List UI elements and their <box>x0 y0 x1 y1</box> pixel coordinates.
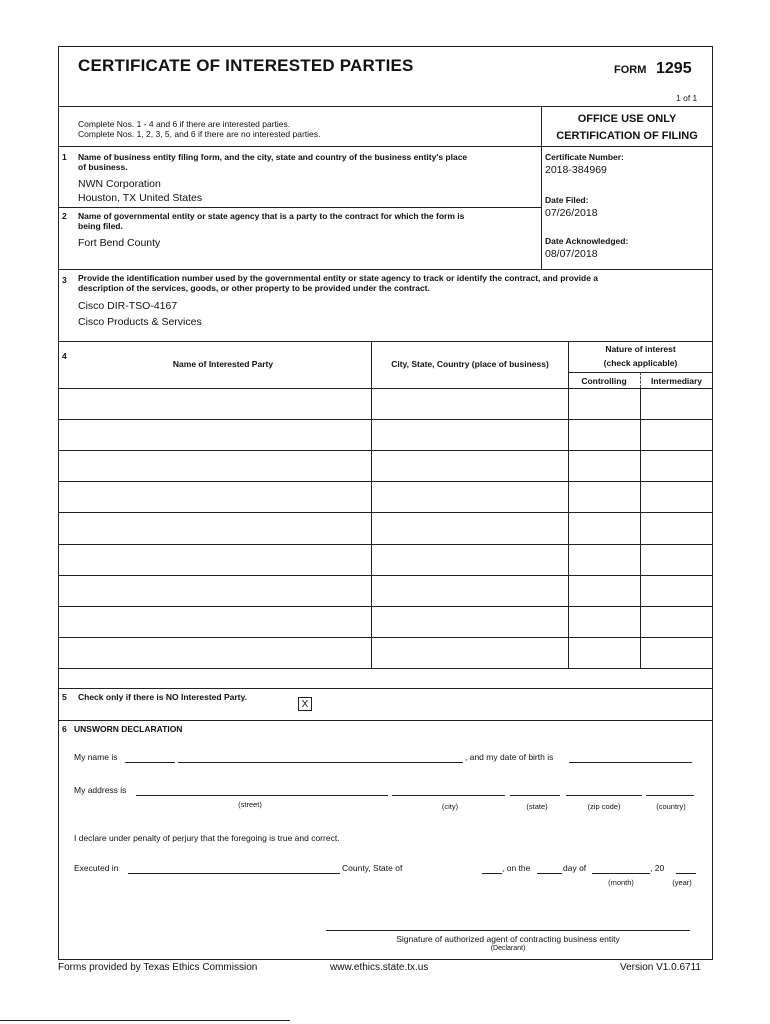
section-5-number: 5 <box>62 692 67 702</box>
street-field[interactable] <box>136 795 388 796</box>
office-use-line <box>541 146 713 147</box>
declarant-caption: (Declarant) <box>490 945 526 952</box>
interested-party-city-cell[interactable] <box>373 608 566 635</box>
signature-line[interactable] <box>326 930 690 931</box>
footer-commission: Forms provided by Texas Ethics Commission <box>58 962 258 973</box>
certification-title: CERTIFICATION OF FILING <box>556 130 698 142</box>
business-entity-location: Houston, TX United States <box>78 192 203 204</box>
intermediary-cell[interactable] <box>642 608 711 635</box>
interested-party-city-cell[interactable] <box>373 483 566 510</box>
controlling-cell[interactable] <box>570 577 638 604</box>
intermediary-cell[interactable] <box>642 390 711 417</box>
section-3-line <box>58 269 713 270</box>
instruction-line-1: Complete Nos. 1 - 4 and 6 if there are interested parties. <box>78 119 291 129</box>
intermediary-cell[interactable] <box>642 577 711 604</box>
col-header-controlling: Controlling <box>581 376 627 386</box>
interested-party-name-cell[interactable] <box>60 514 369 541</box>
table-row-line <box>58 668 713 669</box>
col-header-intermediary: Intermediary <box>650 376 703 386</box>
no-interested-party-checkbox[interactable]: X <box>298 697 312 711</box>
intermediary-cell[interactable] <box>642 421 711 448</box>
day-of-label: day of <box>563 863 587 873</box>
county-state-label: County, State of <box>342 863 403 873</box>
interested-party-name-cell[interactable] <box>60 608 369 635</box>
section-5-label: Check only if there is NO Interested Party. <box>78 692 247 702</box>
date-acknowledged-value: 08/07/2018 <box>545 248 598 260</box>
intermediary-cell[interactable] <box>642 483 711 510</box>
controlling-cell[interactable] <box>570 639 638 666</box>
form-title: CERTIFICATE OF INTERESTED PARTIES <box>78 56 414 75</box>
footer-version: Version V1.0.6711 <box>620 962 701 973</box>
month-caption: (month) <box>608 878 634 887</box>
intermediary-cell[interactable] <box>642 514 711 541</box>
interested-party-name-cell[interactable] <box>60 390 369 417</box>
controlling-cell[interactable] <box>570 390 638 417</box>
instruction-line-2: Complete Nos. 1, 2, 3, 5, and 6 if there are no interested parties. <box>78 129 321 139</box>
table-row-line <box>58 606 713 607</box>
my-name-label: My name is <box>74 752 118 762</box>
governmental-entity-name: Fort Bend County <box>78 237 161 249</box>
section-3-label-1: Provide the identification number used by the governmental entity or state agency to track or identify the contract, and provide a <box>78 273 599 283</box>
interested-party-name-cell[interactable] <box>60 639 369 666</box>
interested-party-city-cell[interactable] <box>373 514 566 541</box>
city-field[interactable] <box>392 795 505 796</box>
contract-description: Cisco Products & Services <box>78 316 202 328</box>
table-row-line <box>58 419 713 420</box>
controlling-cell[interactable] <box>570 514 638 541</box>
footer-website[interactable]: www.ethics.state.tx.us <box>330 962 429 973</box>
zip-field[interactable] <box>566 795 642 796</box>
table-col-line <box>640 388 641 668</box>
col-header-name: Name of Interested Party <box>172 359 274 369</box>
section-1-label-2: of business. <box>78 162 128 172</box>
section-1-label-1: Name of business entity filing form, and the city, state and country of the business entity's place <box>78 152 468 162</box>
intermediary-cell[interactable] <box>642 546 711 573</box>
county-field[interactable] <box>128 873 340 874</box>
state-field[interactable] <box>510 795 560 796</box>
table-row-line <box>58 637 713 638</box>
interested-party-city-cell[interactable] <box>373 452 566 479</box>
intermediary-cell[interactable] <box>642 452 711 479</box>
city-caption: (city) <box>441 802 459 811</box>
section-3-label-2: description of the services, goods, or other property to be provided under the contract. <box>78 283 430 293</box>
interested-party-name-cell[interactable] <box>60 421 369 448</box>
certificate-number-value: 2018-384969 <box>545 164 607 176</box>
country-field[interactable] <box>646 795 694 796</box>
section-2-label-2: being filed. <box>78 221 123 231</box>
intermediary-cell[interactable] <box>642 639 711 666</box>
section-6-number: 6 <box>62 724 67 734</box>
state-of-field[interactable] <box>482 873 502 874</box>
col-header-nature: Nature of interest <box>605 344 676 354</box>
date-acknowledged-label: Date Acknowledged: <box>545 236 629 246</box>
interested-party-city-cell[interactable] <box>373 577 566 604</box>
form-word: FORM <box>614 64 647 76</box>
year-field[interactable] <box>676 873 696 874</box>
form-number: 1295 <box>656 60 692 77</box>
table-row-line <box>58 575 713 576</box>
controlling-cell[interactable] <box>570 483 638 510</box>
country-caption: (country) <box>656 802 686 811</box>
page-number: 1 of 1 <box>676 93 698 103</box>
name-prefix-field[interactable] <box>125 762 175 763</box>
date-filed-value: 07/26/2018 <box>545 207 598 219</box>
date-filed-label: Date Filed: <box>545 195 589 205</box>
signature-caption: Signature of authorized agent of contracting business entity <box>396 934 620 944</box>
interested-party-name-cell[interactable] <box>60 483 369 510</box>
on-the-label: , on the <box>502 863 531 873</box>
dob-field[interactable] <box>569 762 692 763</box>
col-header-check: (check applicable) <box>603 358 678 368</box>
table-col-line <box>371 341 372 668</box>
table-row-line <box>58 512 713 513</box>
contract-id: Cisco DIR-TSO-4167 <box>78 300 178 312</box>
interested-party-name-cell[interactable] <box>60 577 369 604</box>
business-entity-name: NWN Corporation <box>78 178 161 190</box>
twenty-label: , 20 <box>650 863 665 873</box>
interested-party-city-cell[interactable] <box>373 639 566 666</box>
col-header-city: City, State, Country (place of business) <box>391 359 549 369</box>
table-col-line <box>568 341 569 668</box>
controlling-cell[interactable] <box>570 421 638 448</box>
interested-party-name-cell[interactable] <box>60 452 369 479</box>
controlling-cell[interactable] <box>570 452 638 479</box>
name-field[interactable] <box>178 762 463 763</box>
table-row-line <box>58 450 713 451</box>
month-field[interactable] <box>592 873 650 874</box>
interested-party-city-cell[interactable] <box>373 546 566 573</box>
table-header-line <box>58 388 713 389</box>
nature-dash <box>640 372 641 388</box>
section-2-label-1: Name of governmental entity or state agency that is a party to the contract for which the form is <box>78 211 465 221</box>
section-1-number: 1 <box>62 152 67 162</box>
page-edge-line <box>0 1020 290 1021</box>
year-caption: (year) <box>672 878 692 887</box>
my-address-label: My address is <box>74 785 127 795</box>
dob-label: , and my date of birth is <box>465 752 554 762</box>
interested-party-name-cell[interactable] <box>60 546 369 573</box>
section-6-line <box>58 720 713 721</box>
street-caption: (street) <box>238 800 262 809</box>
section-2-line <box>58 207 541 208</box>
controlling-cell[interactable] <box>570 608 638 635</box>
interested-party-city-cell[interactable] <box>373 390 566 417</box>
section-3-number: 3 <box>62 275 67 285</box>
zip-caption: (zip code) <box>587 802 621 811</box>
header-divider <box>58 106 713 107</box>
table-row-line <box>58 544 713 545</box>
declaration-title: UNSWORN DECLARATION <box>74 724 183 734</box>
perjury-statement: I declare under penalty of perjury that the foregoing is true and correct. <box>74 833 340 843</box>
section-5-line <box>58 688 713 689</box>
table-row-line <box>58 481 713 482</box>
section-1-line <box>58 146 541 147</box>
certificate-number-label: Certificate Number: <box>545 152 624 162</box>
state-caption: (state) <box>526 802 548 811</box>
controlling-cell[interactable] <box>570 546 638 573</box>
office-use-title: OFFICE USE ONLY <box>577 113 677 125</box>
interested-party-city-cell[interactable] <box>373 421 566 448</box>
section-4-line <box>58 341 713 342</box>
day-field[interactable] <box>537 873 562 874</box>
section-2-number: 2 <box>62 211 67 221</box>
section-4-number: 4 <box>62 351 67 361</box>
executed-in-label: Executed in <box>74 863 119 873</box>
